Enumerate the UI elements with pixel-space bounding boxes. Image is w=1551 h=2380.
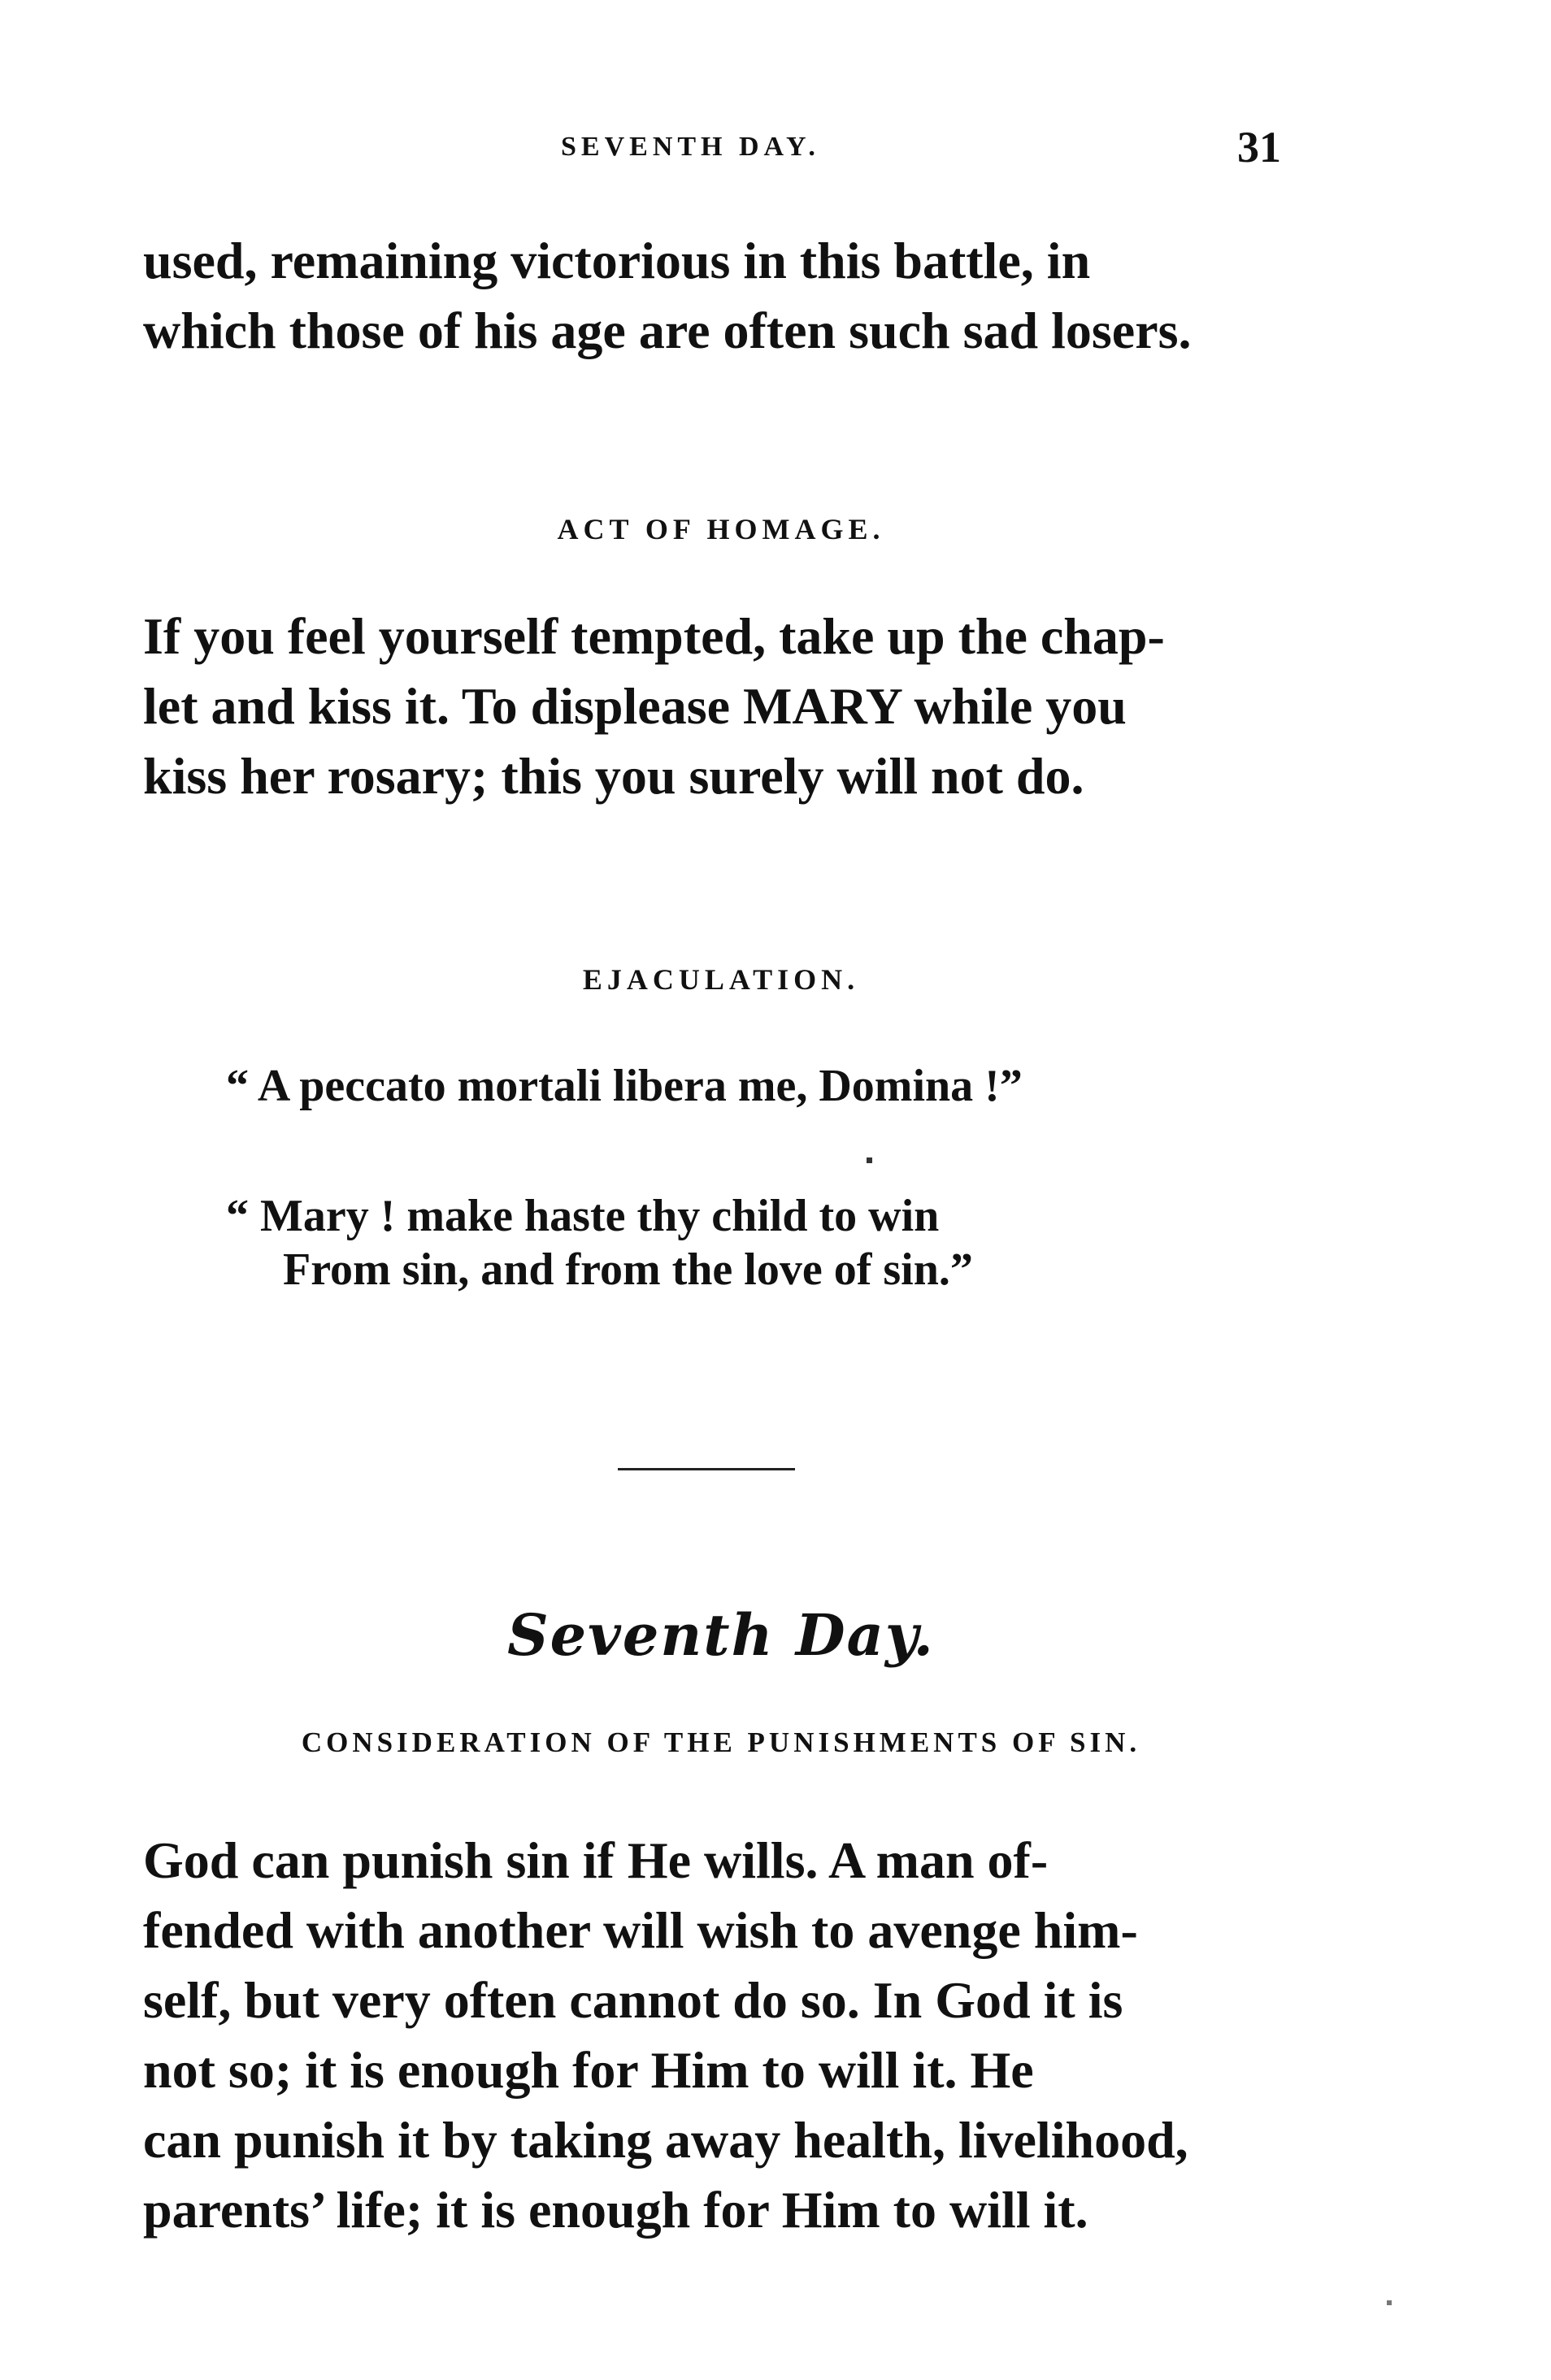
paragraph-line: kiss her rosary; this you surely will not do. bbox=[143, 747, 1084, 805]
stray-mark bbox=[1387, 2300, 1392, 2305]
paragraph-line: parents’ life; it is enough for Him to will it. bbox=[143, 2181, 1088, 2239]
opening-paragraph bbox=[143, 226, 1299, 366]
verse-line: “ Mary ! make haste thy child to win bbox=[226, 1191, 940, 1241]
paragraph-line: can punish it by taking away health, livelihood, bbox=[143, 2111, 1188, 2169]
paragraph-line: God can punish sin if He wills. A man of- bbox=[143, 1831, 1049, 1889]
ejaculation-heading: EJACULATION. bbox=[582, 963, 860, 996]
day-title: Seventh Day. bbox=[507, 1601, 935, 1669]
act-of-homage-paragraph bbox=[143, 602, 1299, 811]
paragraph-line: fended with another will wish to avenge him- bbox=[143, 1901, 1138, 1959]
paragraph-line: which those of his age are often such sad losers. bbox=[143, 302, 1192, 359]
act-of-homage-heading: ACT OF HOMAGE. bbox=[557, 513, 885, 545]
consideration-heading: CONSIDERATION OF THE PUNISHMENTS OF SIN. bbox=[301, 1726, 1141, 1758]
final-paragraph bbox=[143, 1826, 1299, 2245]
paragraph-line: not so; it is enough for Him to will it. He bbox=[143, 2041, 1034, 2099]
paragraph-line: used, remaining victorious in this battle, in bbox=[143, 232, 1091, 289]
page-number: 31 bbox=[1237, 123, 1281, 172]
paragraph-line: self, but very often cannot do so. In God it is bbox=[143, 1971, 1123, 2029]
paragraph-line: let and kiss it. To displease MARY while you bbox=[143, 677, 1127, 735]
running-head: SEVENTH DAY. bbox=[561, 132, 820, 162]
paragraph-line: If you feel yourself tempted, take up the chap- bbox=[143, 607, 1165, 665]
verse-line: From sin, and from the love of sin.” bbox=[283, 1244, 973, 1295]
latin-quote: “ A peccato mortali libera me, Domina !” bbox=[226, 1061, 1023, 1111]
section-divider bbox=[618, 1468, 795, 1470]
stray-mark bbox=[867, 1157, 872, 1163]
